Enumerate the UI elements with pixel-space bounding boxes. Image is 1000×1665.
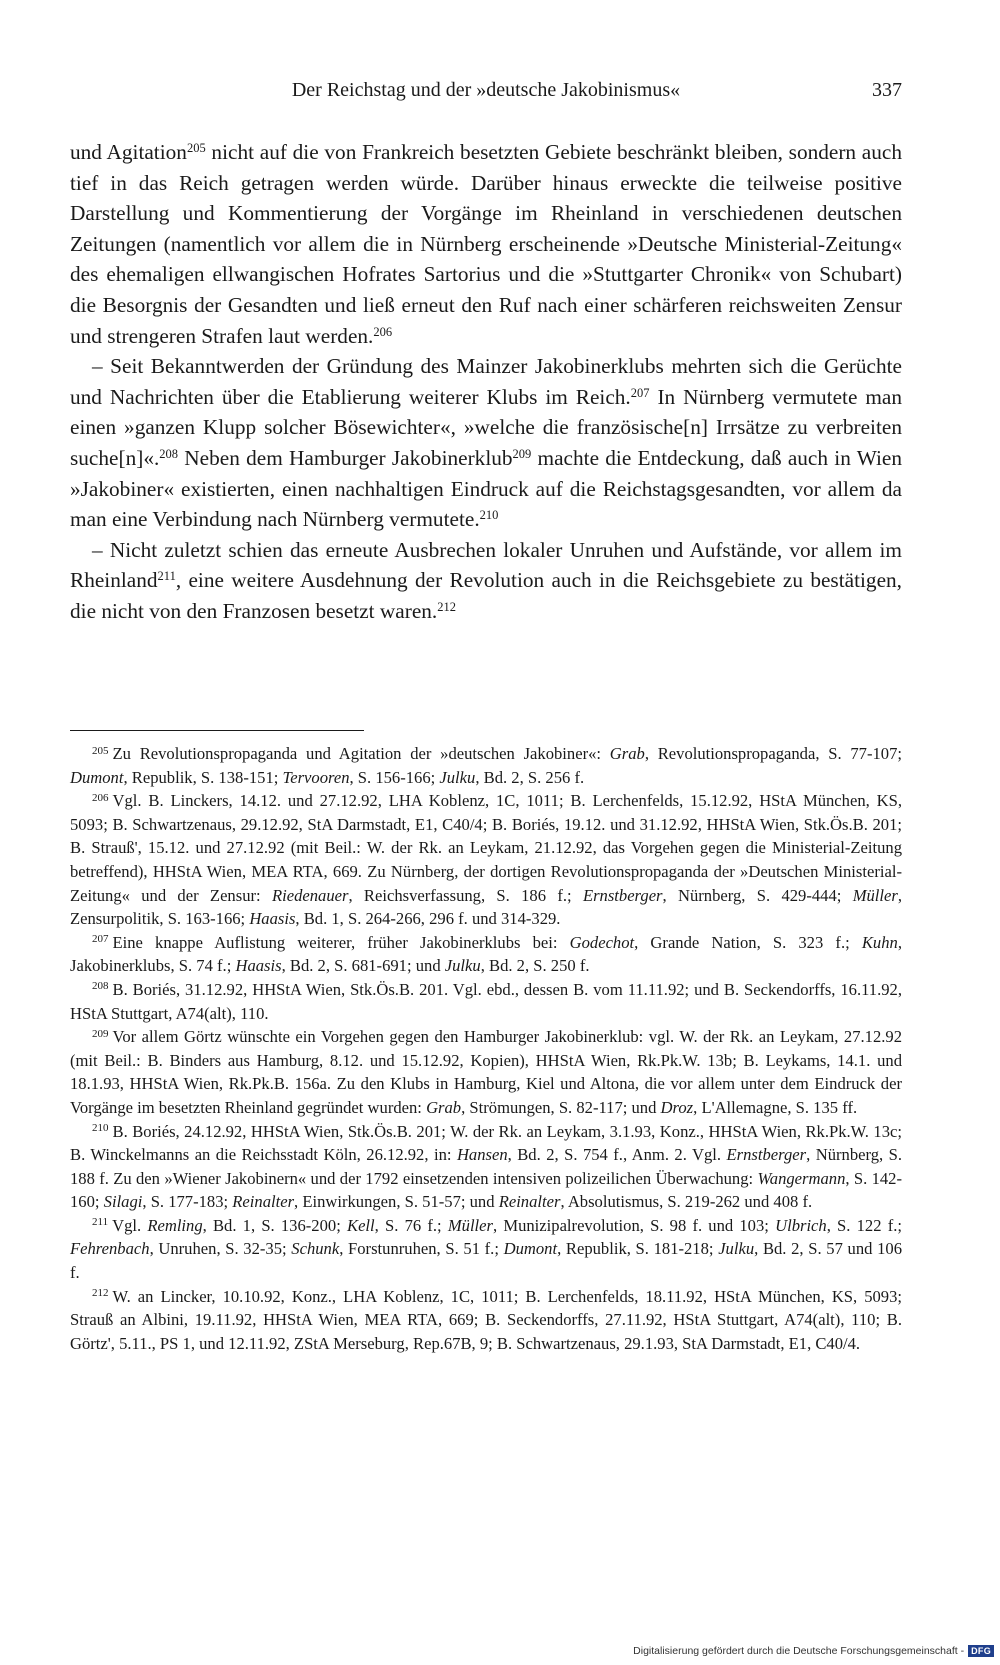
footnote-number: 211 [92, 1216, 109, 1229]
footnote-ref: 207 [630, 385, 650, 400]
text-run: , L'Allemagne, S. 135 ff. [693, 1097, 858, 1117]
page-number: 337 [872, 79, 902, 101]
running-header [70, 76, 902, 104]
text-run: , S. 156-166; [349, 767, 440, 787]
text-run: Vgl. [112, 1215, 148, 1235]
text-run: , Bd. 2, S. 256 f. [475, 767, 585, 787]
author-name: Müller [852, 885, 898, 905]
text-run: , S. 76 f.; [374, 1215, 448, 1235]
footnote-206 [70, 789, 902, 931]
author-name: Haasis [249, 909, 296, 929]
footnote-ref: 211 [157, 569, 176, 584]
text-run: , S. 177-183; [142, 1192, 233, 1212]
text-run: , Bd. 2, S. 57 und 106 f. [70, 1239, 902, 1283]
text-run: , Bd. 1, S. 136-200; [202, 1215, 347, 1235]
text-run: Vor allem Görtz wünschte ein Vorgehen gegen den Hamburger Jakobinerklub: vgl. W. der Rk. an Leykam, 27.12.92 (mit Beil.: B. Binders aus Hamburg, 8.12. und 15.12.92, Kopien), HHStA Wien, Rk.Pk.W. 13b; B. Leykams, 14.1. und 18.1.93, HHStA Wien, Rk.Pk.B. 156a. Zu den Klubs in Hamburg, Kiel und Altona, die vor allem unter dem Eindruck der Vorgänge im besetzten Rheinland gegründet wurden: [70, 1027, 902, 1117]
author-name: Grab [609, 744, 645, 763]
text-run: , Munizipalrevolution, S. 98 f. und 103; [493, 1215, 776, 1235]
text-run: , S. 142-160; [70, 1168, 902, 1212]
author-name: Ernstberger [726, 1145, 807, 1165]
text-run: , Jakobinerklubs, S. 74 f.; [70, 932, 902, 976]
text-run: , Einwirkungen, S. 51-57; und [294, 1192, 499, 1212]
author-name: Reinalter [232, 1192, 295, 1212]
author-name: Dumont [503, 1239, 558, 1259]
author-name: Dumont [70, 767, 124, 787]
text-run: In Nürnberg vermutete man einen »ganzen Klupp solcher Bösewichter«, »welche die französische[n] Irrsätze zu verbreiten suche[n]«. [70, 384, 903, 470]
text-run: B. Boriés, 24.12.92, HHStA Wien, Stk.Ös.B. 201; W. der Rk. an Leykam, 3.1.93, Konz., HHStA Wien, Rk.Pk.W. 13c; B. Winckelmanns an die Reichsstadt Köln, 26.12.92, in: [70, 1121, 902, 1165]
text-run: , Bd. 2, S. 250 f. [480, 956, 590, 976]
author-name: Riedenauer [271, 885, 349, 905]
dfg-logo: DFG [968, 1645, 994, 1657]
text-run: , Unruhen, S. 32-35; [149, 1239, 292, 1259]
footnote-number: 210 [92, 1122, 109, 1134]
footnote-number: 209 [92, 1027, 109, 1040]
author-name: Ernstberger [582, 885, 663, 905]
paragraph [70, 137, 902, 351]
author-name: Silagi [103, 1192, 143, 1212]
text-run: , Absolutismus, S. 219-262 und 408 f. [560, 1192, 813, 1212]
text-run: und Agitation [70, 140, 187, 164]
running-title: Der Reichstag und der »deutsche Jakobinismus« [291, 79, 681, 101]
footnote-209 [70, 1025, 902, 1119]
author-name: Kuhn [861, 932, 898, 952]
footnote-ref: 210 [479, 508, 499, 523]
footnote-ref: 209 [512, 447, 532, 462]
credit-text: Digitalisierung gefördert durch die Deutsche Forschungsgemeinschaft - [633, 1645, 965, 1657]
text-run: , Bd. 2, S. 681-691; und [281, 956, 445, 976]
author-name: Fehrenbach [70, 1239, 150, 1259]
footnote-number: 206 [92, 791, 109, 804]
footnote-207 [70, 931, 902, 978]
footnote-ref: 212 [437, 600, 456, 615]
author-name: Julku [439, 767, 476, 787]
author-name: Kell [347, 1215, 375, 1235]
digitization-credit [633, 1645, 994, 1657]
text-run: , Bd. 2, S. 754 f., Anm. 2. Vgl. [507, 1145, 727, 1165]
author-name: Remling [147, 1215, 203, 1235]
footnote-205 [70, 742, 902, 789]
author-name: Wangermann [757, 1168, 846, 1188]
footnote-208 [70, 978, 902, 1025]
footnote-separator [70, 730, 364, 731]
text-run: Eine knappe Auflistung weiterer, früher Jakobinerklubs bei: [112, 932, 570, 952]
footnote-ref: 208 [159, 447, 179, 462]
author-name: Hansen [456, 1145, 508, 1165]
author-name: Reinalter [498, 1192, 561, 1212]
text-run: , Forstunruhen, S. 51 f.; [339, 1239, 504, 1259]
text-run: W. an Lincker, 10.10.92, Konz., LHA Koblenz, 1C, 1011; B. Lerchenfelds, 18.11.92, HStA München, KS, 5093; Strauß an Albini, 19.11.92, HHStA Wien, MEA RTA, 669; B. Seckendorffs, 27.11.92, HStA Stuttgart, A74(alt), 110; B. Görtz', 5.11., PS 1, und 12.11.92, ZStA Merseburg, Rep.67B, 9; B. Schwartzenaus, 29.1.93, StA Darmstadt, E1, C40/4. [70, 1286, 902, 1353]
text-run: nicht auf die von Frankreich besetzten Gebiete beschränkt bleiben, sondern auch tief in das Reich getragen werden würde. Darüber hinaus erweckte die teilweise positive Darstellung und Kommentierung der Vorgänge im Rheinland in verschiedenen deutschen Zeitungen (namentlich vor allem die in Nürnberg erscheinende »Deutsche Ministerial-Zeitung« des ehemaligen ellwangischen Hofrates Sartorius und die »Stuttgarter Chronik« von Schubart) die Besorgnis der Gesandten und ließ erneut den Ruf nach einer schärferen reichsweiten Zensur und strengeren Strafen laut werden. [70, 140, 903, 348]
text-run: Neben dem Hamburger Jakobinerklub [178, 445, 513, 470]
footnotes [70, 742, 902, 1355]
author-name: Haasis [235, 956, 282, 976]
author-name: Droz [660, 1097, 694, 1117]
footnote-number: 208 [92, 980, 109, 993]
text-run: B. Boriés, 31.12.92, HHStA Wien, Stk.Ös.B. 201. Vgl. ebd., dessen B. vom 11.11.92; und B. Seckendorffs, 16.11.92, HStA Stuttgart, A74(alt), 110. [70, 979, 902, 1023]
author-name: Ulbrich [775, 1215, 827, 1235]
author-name: Godechot [569, 932, 635, 952]
text-run: , Nürnberg, S. 188 f. Zu den »Wiener Jakobinern« und der 1792 einsetzenden intensiven polizeilichen Überwachung: [70, 1145, 902, 1188]
author-name: Schunk [291, 1239, 340, 1259]
text-run: – Nicht zuletzt schien das erneute Ausbrechen lokaler Unruhen und Aufstände, vor allem im Rheinland [70, 537, 902, 593]
footnote-number: 207 [92, 933, 109, 946]
text-run: machte die Entdeckung, daß auch in Wien »Jakobiner« existierten, einen nachhaltigen Eindruck auf die Reichstagsgesandten, vor allem da man eine Verbindung nach Nürnberg vermutete. [70, 445, 902, 532]
text-run: , S. 122 f.; [826, 1215, 902, 1235]
author-name: Julku [444, 956, 481, 976]
footnote-ref: 205 [186, 141, 206, 156]
text-run: , Strömungen, S. 82-117; und [461, 1097, 661, 1117]
footnote-212 [70, 1285, 902, 1356]
text-run: , Grande Nation, S. 323 f.; [634, 932, 862, 952]
text-run: , Reichsverfassung, S. 186 f.; [348, 885, 583, 905]
text-run: , Zensurpolitik, S. 163-166; [70, 885, 903, 929]
footnote-number: 212 [92, 1287, 109, 1300]
footnote-211 [70, 1214, 902, 1285]
main-text [70, 137, 902, 627]
author-name: Müller [447, 1215, 493, 1235]
author-name: Tervooren [282, 767, 350, 787]
text-run: , Bd. 1, S. 264-266, 296 f. und 314-329. [295, 909, 561, 929]
text-run: , eine weitere Ausdehnung der Revolution auch in die Reichsgebiete zu bestätigen, die nicht von den Franzosen besetzt waren. [70, 568, 902, 623]
footnote-number: 205 [92, 744, 109, 757]
footnote-210 [70, 1120, 902, 1214]
text-run: , Republik, S. 181-218; [557, 1239, 719, 1259]
text-run: , Republik, S. 138-151; [123, 767, 283, 787]
author-name: Grab [426, 1097, 462, 1117]
text-run: Zu Revolutionspropaganda und Agitation der »deutschen Jakobiner«: [112, 744, 610, 763]
text-run: , Nürnberg, S. 429-444; [662, 885, 853, 905]
text-run: Vgl. B. Linckers, 14.12. und 27.12.92, LHA Koblenz, 1C, 1011; B. Lerchenfelds, 15.12.92, HStA München, KS, 5093; B. Schwartzenaus, 29.12.92, StA Darmstadt, E1, C40/4; B. Boriés, 19.12. und 31.12.92, HHStA Wien, Stk.Ös.B. 201; B. Strauß', 15.12. und 27.12.92 (mit Beil.: W. der Rk. an Leykam, 21.12.92, das Vorgehen gegen die Ministerial-Zeitung betreffend), HHStA Wien, MEA RTA, 669. Zu Nürnberg, der dortigen Revolutionspropaganda der »Deutschen Ministerial-Zeitung« und der Zensur: [70, 791, 902, 905]
footnote-ref: 206 [373, 324, 393, 339]
paragraph [70, 351, 902, 535]
author-name: Julku [718, 1239, 755, 1259]
paragraph [70, 535, 902, 627]
text-run: – Seit Bekanntwerden der Gründung des Mainzer Jakobinerklubs mehrten sich die Gerüchte und Nachrichten über die Etablierung weiterer Klubs im Reich. [70, 354, 902, 409]
text-run: , Revolutionspropaganda, S. 77-107; [644, 744, 902, 763]
